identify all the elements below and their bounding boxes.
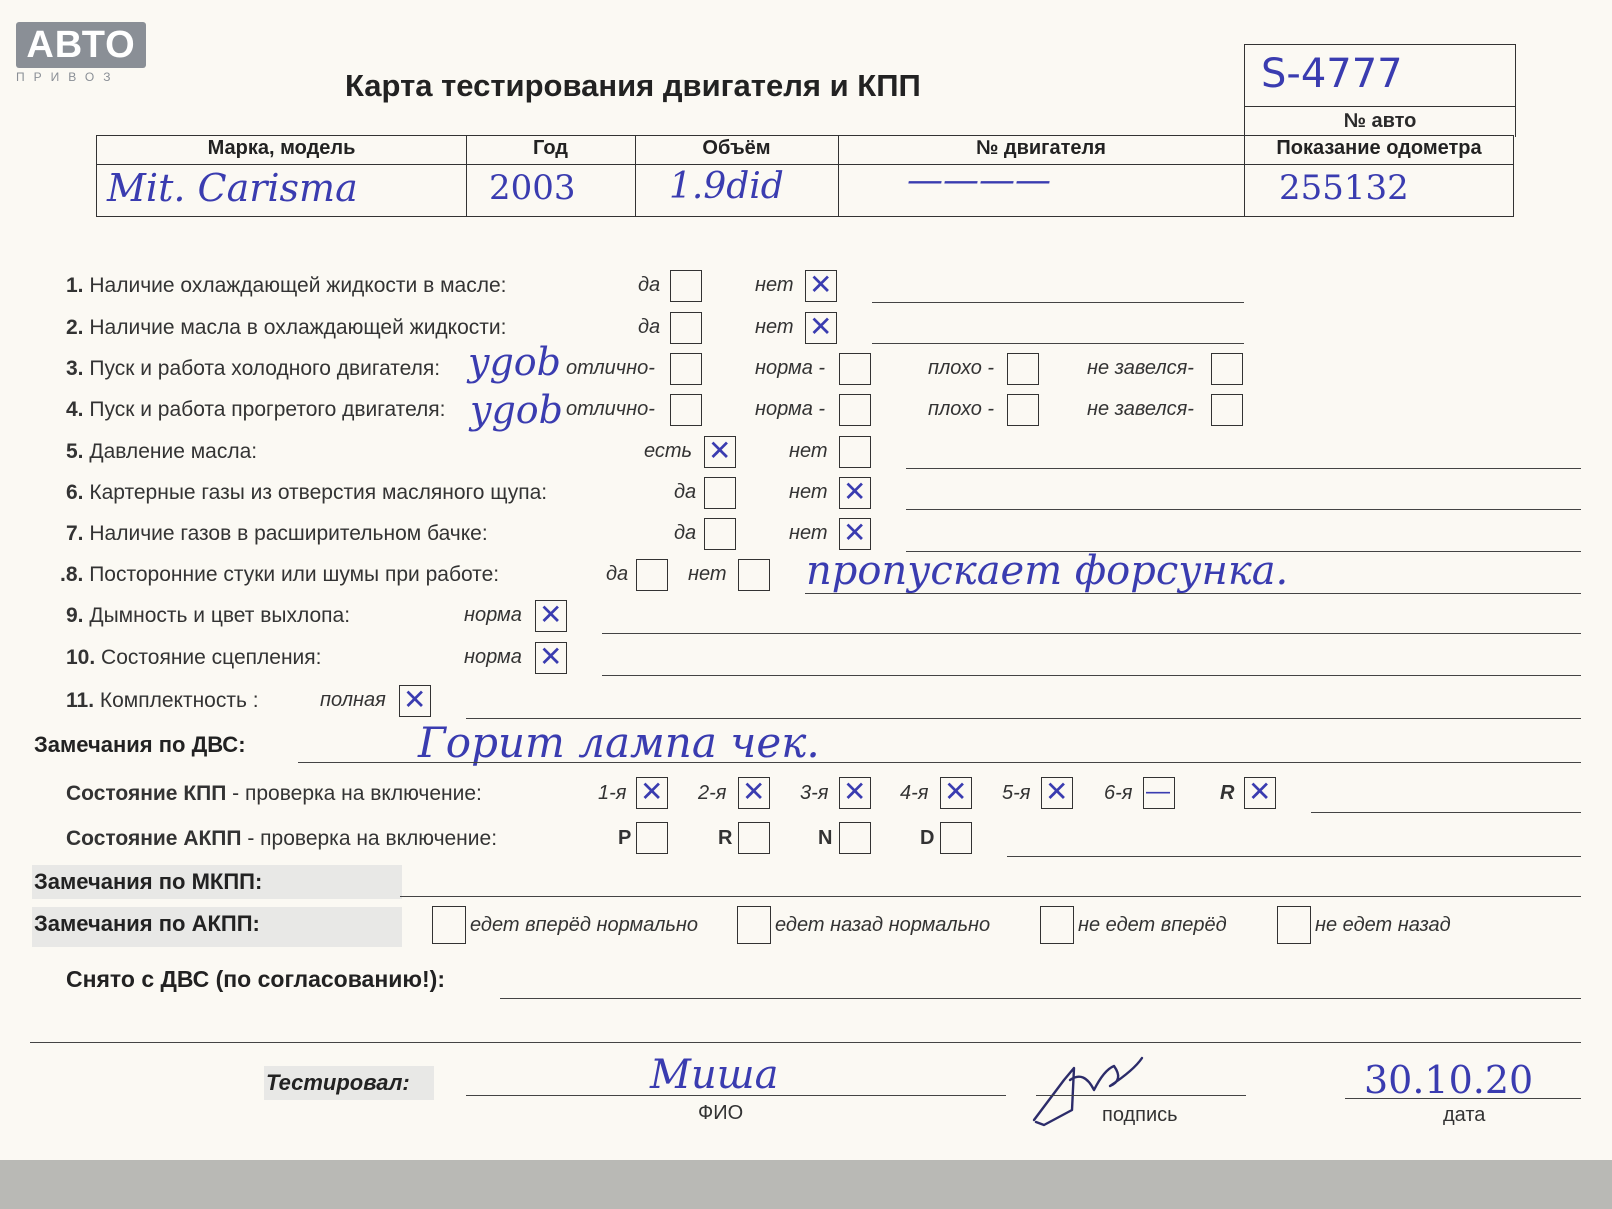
kpp-gear-2-checkbox[interactable] (738, 777, 770, 809)
q4-norma-checkbox[interactable] (839, 394, 871, 426)
akpp-forward-ok-checkbox[interactable] (432, 906, 466, 944)
q4-ploho-checkbox[interactable] (1007, 394, 1039, 426)
akpp-reverse-ok-checkbox[interactable] (737, 906, 771, 944)
page-title: Карта тестирования двигателя и КПП (345, 68, 921, 103)
dvs-remarks-label: Замечания по ДВС: (34, 732, 246, 757)
question-10: 10. Состояние сцепления: (66, 646, 322, 669)
q8-handwritten: пропускает форсунка. (806, 548, 1289, 594)
akpp-check-label: Состояние АКПП - проверка на включение: (66, 827, 498, 850)
signature-line (1036, 1095, 1246, 1096)
kpp-notes-line (1311, 812, 1581, 813)
akpp-notes-line (1007, 856, 1581, 857)
q5-net-label: нет (789, 440, 828, 462)
page-edge (0, 1160, 1612, 1209)
question-9: 9. Дымность и цвет выхлопа: (66, 604, 351, 627)
dvs-remarks-handwritten: Горит лампа чек. (418, 718, 820, 767)
akpp-no-forward-checkbox[interactable] (1040, 906, 1074, 944)
q2-net-label: нет (755, 316, 794, 338)
q3-otlichno-checkbox[interactable] (670, 353, 702, 385)
q2-notes-line (872, 343, 1244, 344)
header-brand-model: Марка, модель (207, 137, 356, 159)
logo-text: АВТО (16, 22, 146, 68)
q4-norma-label: норма - (755, 398, 826, 420)
kpp-gear-5-checkbox[interactable] (1041, 777, 1073, 809)
akpp-gear-p-checkbox[interactable] (636, 822, 668, 854)
akpp-no-forward-label: не едет вперёд (1078, 914, 1227, 936)
tested-by-label: Тестировал: (264, 1066, 434, 1100)
kpp-gear-3-checkbox[interactable] (839, 777, 871, 809)
q1-da-label: да (638, 274, 661, 296)
q4-otlichno-label: отлично- (566, 398, 655, 420)
q6-net-checkbox[interactable] (839, 477, 871, 509)
q1-net-checkbox[interactable] (805, 270, 837, 302)
kpp-gear-6-checkbox[interactable] (1143, 777, 1175, 809)
q11-polnaya-label: полная (320, 689, 386, 711)
tester-name-handwritten: Миша (650, 1052, 779, 1098)
q8-net-checkbox[interactable] (738, 559, 770, 591)
q6-net-label: нет (789, 481, 828, 503)
akpp-gear-r-checkbox[interactable] (738, 822, 770, 854)
akpp-gear-r-label: R (718, 827, 733, 849)
q10-norma-label: норма (464, 646, 522, 668)
date-label: дата (1443, 1104, 1486, 1126)
removed-from-dvs-line-2 (30, 1042, 1581, 1043)
akpp-gear-d-checkbox[interactable] (940, 822, 972, 854)
q5-est-checkbox[interactable] (704, 436, 736, 468)
auto-number-label-cell (1244, 106, 1516, 137)
akpp-gear-p-label: P (618, 827, 632, 849)
q8-notes-line (805, 593, 1581, 594)
q7-net-checkbox[interactable] (839, 518, 871, 550)
q3-ploho-checkbox[interactable] (1007, 353, 1039, 385)
dvs-remarks-line (298, 762, 1581, 763)
q9-norma-label: норма (464, 604, 522, 626)
question-7: 7. Наличие газов в расширительном бачке: (66, 522, 488, 545)
q3-handwritten: ygob (468, 340, 561, 384)
q3-otlichno-label: отлично- (566, 357, 655, 379)
q8-da-label: да (606, 563, 629, 585)
q7-da-label: да (674, 522, 697, 544)
akpp-no-reverse-checkbox[interactable] (1277, 906, 1311, 944)
kpp-check-label: Состояние КПП - проверка на включение: (66, 782, 482, 805)
question-4: 4. Пуск и работа прогретого двигателя: (66, 398, 446, 421)
q2-da-label: да (638, 316, 661, 338)
value-brand-model: Mit. Carisma (107, 166, 358, 210)
signature-label: подпись (1102, 1104, 1178, 1126)
question-3: 3. Пуск и работа холодного двигателя: (66, 357, 441, 380)
q5-notes-line (906, 468, 1581, 469)
q8-da-checkbox[interactable] (636, 559, 668, 591)
q11-polnaya-checkbox[interactable] (399, 685, 431, 717)
auto-number-box (1244, 44, 1516, 107)
kpp-gear-5-label: 5-я (1002, 782, 1031, 804)
mkpp-remarks-label: Замечания по МКПП: (32, 865, 402, 899)
q7-net-label: нет (789, 522, 828, 544)
q6-da-label: да (674, 481, 697, 503)
vehicle-info-table (96, 135, 1514, 217)
q1-da-checkbox[interactable] (670, 270, 702, 302)
q10-notes-line (602, 675, 1581, 676)
q4-ne-zavelsya-label: не завелся- (1087, 398, 1194, 420)
q9-norma-checkbox[interactable] (535, 600, 567, 632)
question-11: 11. Комплектность : (66, 689, 259, 712)
q7-da-checkbox[interactable] (704, 518, 736, 550)
mkpp-remarks-line (400, 896, 1581, 897)
header-odometer: Показание одометра (1276, 137, 1482, 159)
value-volume: 1.9did (669, 166, 784, 207)
removed-from-dvs-label: Снято с ДВС (по согласованию!): (66, 966, 445, 992)
kpp-gear-3-label: 3-я (800, 782, 829, 804)
value-engine-number: ———— (907, 160, 1051, 201)
kpp-gear-4-label: 4-я (900, 782, 929, 804)
fio-label: ФИО (698, 1102, 744, 1124)
q5-net-checkbox[interactable] (839, 436, 871, 468)
logo (16, 22, 146, 84)
akpp-no-reverse-label: не едет назад (1315, 914, 1451, 936)
q1-net-label: нет (755, 274, 794, 296)
kpp-gear-2-label: 2-я (698, 782, 727, 804)
q3-ploho-label: плохо - (928, 357, 995, 379)
header-volume: Объём (702, 137, 771, 159)
header-year: Год (533, 137, 568, 159)
q1-notes-line (872, 302, 1244, 303)
q4-ploho-label: плохо - (928, 398, 995, 420)
q4-handwritten: ygob (470, 388, 563, 432)
q9-notes-line (602, 633, 1581, 634)
question-6: 6. Картерные газы из отверстия масляного щупа: (66, 481, 548, 504)
kpp-gear-6-label: 6-я (1104, 782, 1133, 804)
auto-number-label: № авто (1343, 110, 1417, 132)
q6-notes-line (906, 509, 1581, 510)
value-year: 2003 (489, 168, 576, 208)
q8-net-label: нет (688, 563, 727, 585)
header-engine-number: № двигателя (976, 137, 1106, 159)
question-5: 5. Давление масла: (66, 440, 258, 463)
akpp-gear-n-checkbox[interactable] (839, 822, 871, 854)
value-odometer: 255132 (1279, 168, 1409, 208)
akpp-gear-d-label: D (920, 827, 935, 849)
q3-ne-zavelsya-checkbox[interactable] (1211, 353, 1243, 385)
kpp-gear-1-checkbox[interactable] (636, 777, 668, 809)
question-2: 2. Наличие масла в охлаждающей жидкости: (66, 316, 507, 339)
date-handwritten: 30.10.20 (1364, 1058, 1534, 1102)
kpp-gear-r-checkbox[interactable] (1244, 777, 1276, 809)
q6-da-checkbox[interactable] (704, 477, 736, 509)
auto-number-value: S-4777 (1261, 51, 1403, 97)
kpp-gear-r-label: R (1220, 782, 1235, 804)
akpp-forward-ok-label: едет вперёд нормально (470, 914, 699, 936)
question-8: .8. Посторонние стуки или шумы при работе: (60, 563, 500, 586)
q3-ne-zavelsya-label: не завелся- (1087, 357, 1194, 379)
question-1: 1. Наличие охлаждающей жидкости в масле: (66, 274, 507, 297)
kpp-gear-1-label: 1-я (598, 782, 627, 804)
q5-est-label: есть (644, 440, 693, 462)
akpp-remarks-label: Замечания по АКПП: (32, 907, 402, 947)
q2-net-checkbox[interactable] (805, 312, 837, 344)
kpp-gear-4-checkbox[interactable] (940, 777, 972, 809)
q4-otlichno-checkbox[interactable] (670, 394, 702, 426)
q10-norma-checkbox[interactable] (535, 642, 567, 674)
q3-norma-label: норма - (755, 357, 826, 379)
q3-norma-checkbox[interactable] (839, 353, 871, 385)
akpp-gear-n-label: N (818, 827, 833, 849)
q4-ne-zavelsya-checkbox[interactable] (1211, 394, 1243, 426)
q2-da-checkbox[interactable] (670, 312, 702, 344)
akpp-reverse-ok-label: едет назад нормально (775, 914, 991, 936)
fio-line (466, 1095, 1006, 1096)
removed-from-dvs-line (500, 998, 1581, 999)
date-line (1345, 1098, 1581, 1099)
logo-subtitle: ПРИВОЗ (16, 70, 120, 84)
